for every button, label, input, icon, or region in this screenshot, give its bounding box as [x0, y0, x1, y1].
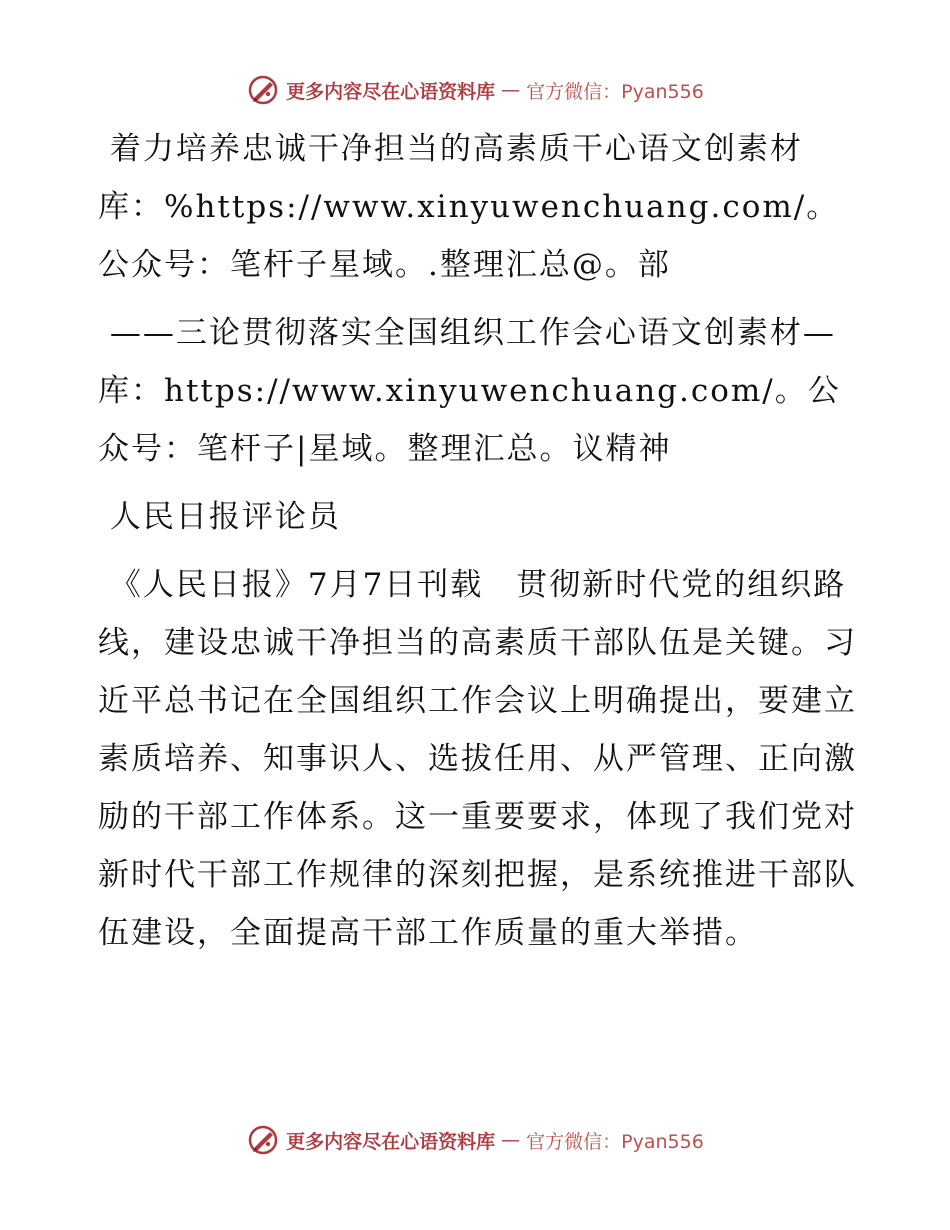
banner-text: 更多内容尽在心语资料库	[286, 1130, 496, 1153]
banner-wechat: 官方微信：Pyan556	[526, 1130, 704, 1153]
document-subtitle: ——三论贯彻落实全国组织工作会心语文创素材—库：https://www.xinyuwenchuang.com/。公众号：笔杆子|星域。整理汇总。议精神	[98, 315, 841, 467]
document-body	[98, 120, 858, 962]
document-title: 着力培养忠诚干净担当的高素质干心语文创素材库：%https://www.xinyuwenchuang.com/。公众号：笔杆子星域。.整理汇总@。部	[98, 131, 840, 283]
banner-text: 更多内容尽在心语资料库	[286, 80, 496, 103]
banner-separator: —	[501, 1129, 521, 1151]
brush-pen-logo-icon	[246, 1123, 280, 1157]
banner-separator: —	[501, 79, 521, 101]
footer-banner	[0, 1120, 950, 1160]
document-paragraph: 《人民日报》7月7日刊载 贯彻新时代党的组织路线，建设忠诚干净担当的高素质干部队伍是关键。习近平总书记在全国组织工作会议上明确提出，要建立素质培养、知事识人、选拔任用、从严管理、正向激励的干部工作体系。这一重要要求，体现了我们党对新时代干部工作规律的深刻把握，是系统推进干部队伍建设，全面提高干部工作质量的重大举措。	[98, 567, 857, 951]
banner-wechat: 官方微信：Pyan556	[526, 80, 704, 103]
brush-pen-logo-icon	[246, 73, 280, 107]
document-author: 人民日报评论员	[98, 499, 341, 535]
header-banner	[0, 70, 950, 110]
